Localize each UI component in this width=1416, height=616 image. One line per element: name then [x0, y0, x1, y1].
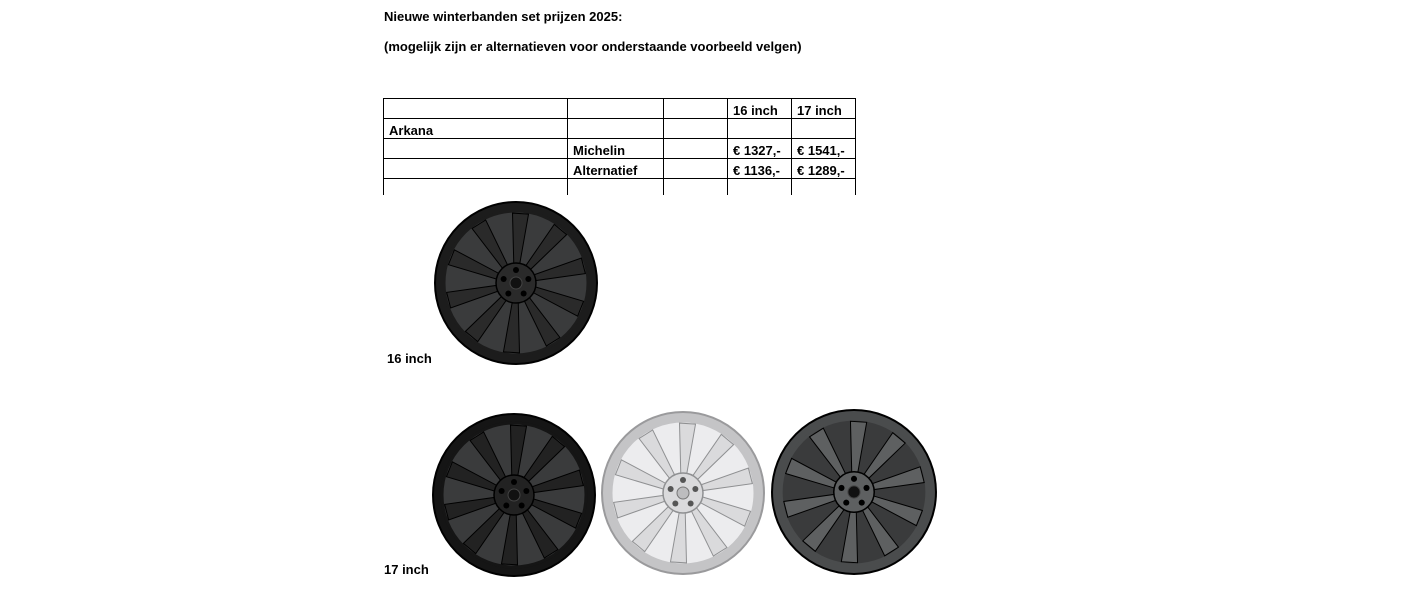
- table-cell: [384, 139, 568, 159]
- table-cell: [664, 119, 728, 139]
- table-cell: [384, 99, 568, 119]
- table-cell: [664, 159, 728, 179]
- table-cell: [728, 119, 792, 139]
- price-16-inch: € 1327,-: [728, 139, 792, 159]
- table-header-row: [384, 99, 856, 119]
- table-cell: [792, 179, 856, 196]
- table-header-16-inch: 16 inch: [728, 99, 792, 119]
- table-cell: [664, 139, 728, 159]
- table-header-17-inch: 17 inch: [792, 99, 856, 119]
- table-row: [384, 119, 856, 139]
- document-subtitle: (mogelijk zijn er alternatieven voor onderstaande voorbeeld velgen): [384, 39, 802, 54]
- price-17-inch: € 1541,-: [792, 139, 856, 159]
- table-cell: [568, 99, 664, 119]
- wheel-rim-icon: [432, 200, 600, 366]
- tire-brand: Alternatief: [568, 159, 664, 179]
- table-row: [384, 159, 856, 179]
- table-cell: [384, 159, 568, 179]
- table-row: [384, 179, 856, 196]
- table-row: [384, 139, 856, 159]
- table-cell: [792, 119, 856, 139]
- table-cell: [728, 179, 792, 196]
- tire-brand: Michelin: [568, 139, 664, 159]
- table-cell: [384, 179, 568, 196]
- model-name: Arkana: [384, 119, 568, 139]
- table-cell: [568, 179, 664, 196]
- price-16-inch: € 1136,-: [728, 159, 792, 179]
- table-cell: [664, 179, 728, 196]
- table-cell: [568, 119, 664, 139]
- wheel-rim-icon: [598, 410, 768, 576]
- wheel-16-inch-caption: 16 inch: [387, 351, 432, 366]
- price-17-inch: € 1289,-: [792, 159, 856, 179]
- wheel-17-inch-caption: 17 inch: [384, 562, 429, 577]
- wheel-rim-icon: [430, 412, 598, 578]
- table-cell: [664, 99, 728, 119]
- document-title: Nieuwe winterbanden set prijzen 2025:: [384, 9, 623, 24]
- price-table: [383, 98, 856, 195]
- wheel-rim-icon: [768, 408, 940, 576]
